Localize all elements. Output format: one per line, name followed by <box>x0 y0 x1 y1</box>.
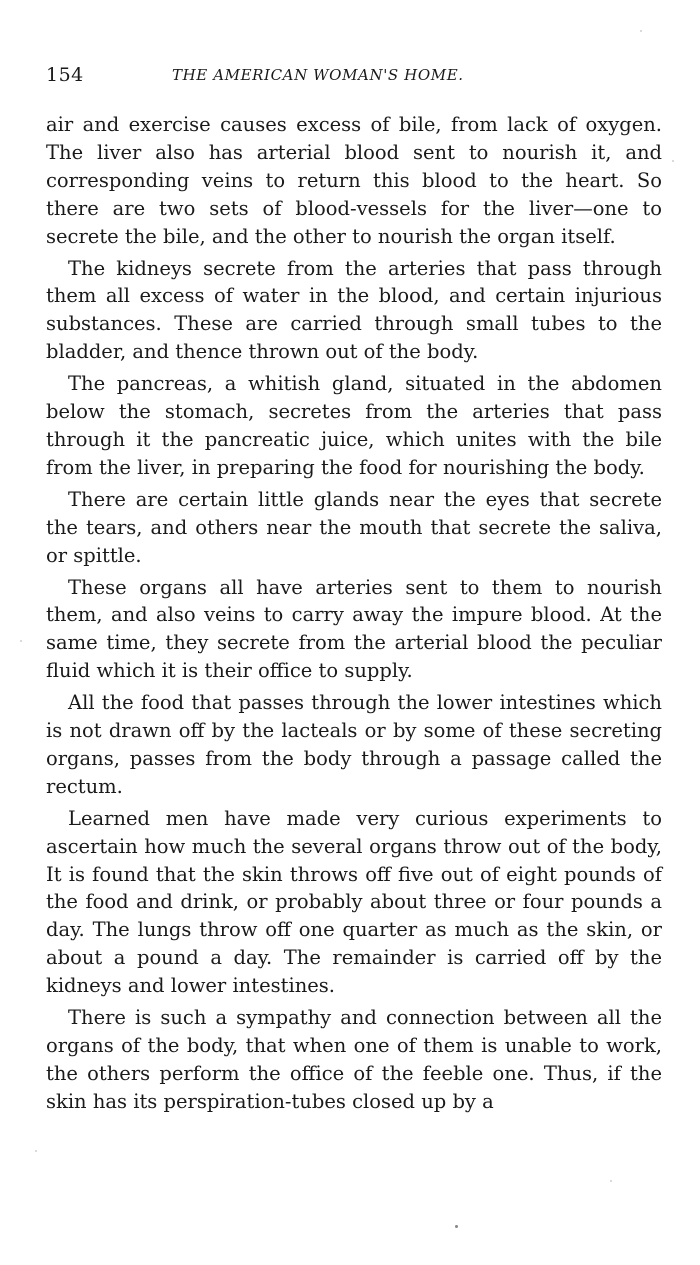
paper-speckle <box>20 640 22 642</box>
paragraph-experiments: Learned men have made very curious experiments to ascertain how much the several organs throw out of the body, It is found that the skin throws off five out of eight pounds of the food and drink, or probably about three or four pounds a day. The lungs throw off one quarter as much as the skin, or about a pound a day. The remainder is carried off by the kidneys and lower intestines. <box>46 806 662 998</box>
paragraph-liver: air and exercise causes excess of bile, from lack of oxygen. The liver also has arterial blood sent to nourish it, and corresponding veins to return this blood to the heart. So there are two sets of blood-vessels for the liver—one to secrete the bile, and the other to nourish the organ itself. <box>46 113 662 248</box>
paragraph-pancreas: The pancreas, a whitish gland, situated in the abdomen below the stomach, secretes from the arteries that pass through it the pancreatic juice, which unites with the bile from the liver, in preparing the food for nourishing the body. <box>46 372 662 479</box>
page-number: 154 <box>46 64 84 86</box>
paragraph-tear-glands: There are certain little glands near the eyes that secrete the tears, and others near the mouth that secrete the saliva, or spittle. <box>46 487 662 567</box>
paper-speckle <box>455 1225 458 1228</box>
paragraph-intestines: All the food that passes through the lower intestines which is not drawn off by the lacteals or by some of these secreting organs, passes from the body through a passage called the rectum. <box>46 691 662 798</box>
page-header <box>46 64 656 92</box>
paper-speckle <box>672 160 674 162</box>
paragraph-kidneys: The kidneys secrete from the arteries that pass through them all excess of water in the blood, and certain injurious substances. These are carried through small tubes to the bladder, and thence thrown out of the body. <box>46 256 662 364</box>
body-text <box>46 111 662 1116</box>
paragraph-organ-blood-supply: These organs all have arteries sent to them to nourish them, and also veins to carry away the impure blood. At the same time, they secrete from the arterial blood the peculiar fluid which it is their office to supply. <box>46 575 662 683</box>
paper-speckle <box>35 1150 37 1152</box>
paper-speckle <box>610 1180 612 1182</box>
running-title: THE AMERICAN WOMAN'S HOME. <box>172 66 464 84</box>
paragraph-sympathy: There is such a sympathy and connection between all the organs of the body, that when one of them is unable to work, the others perform the office of the feeble one. Thus, if the skin has its perspiration-tubes closed up by a <box>46 1006 662 1113</box>
paper-speckle <box>640 30 642 32</box>
